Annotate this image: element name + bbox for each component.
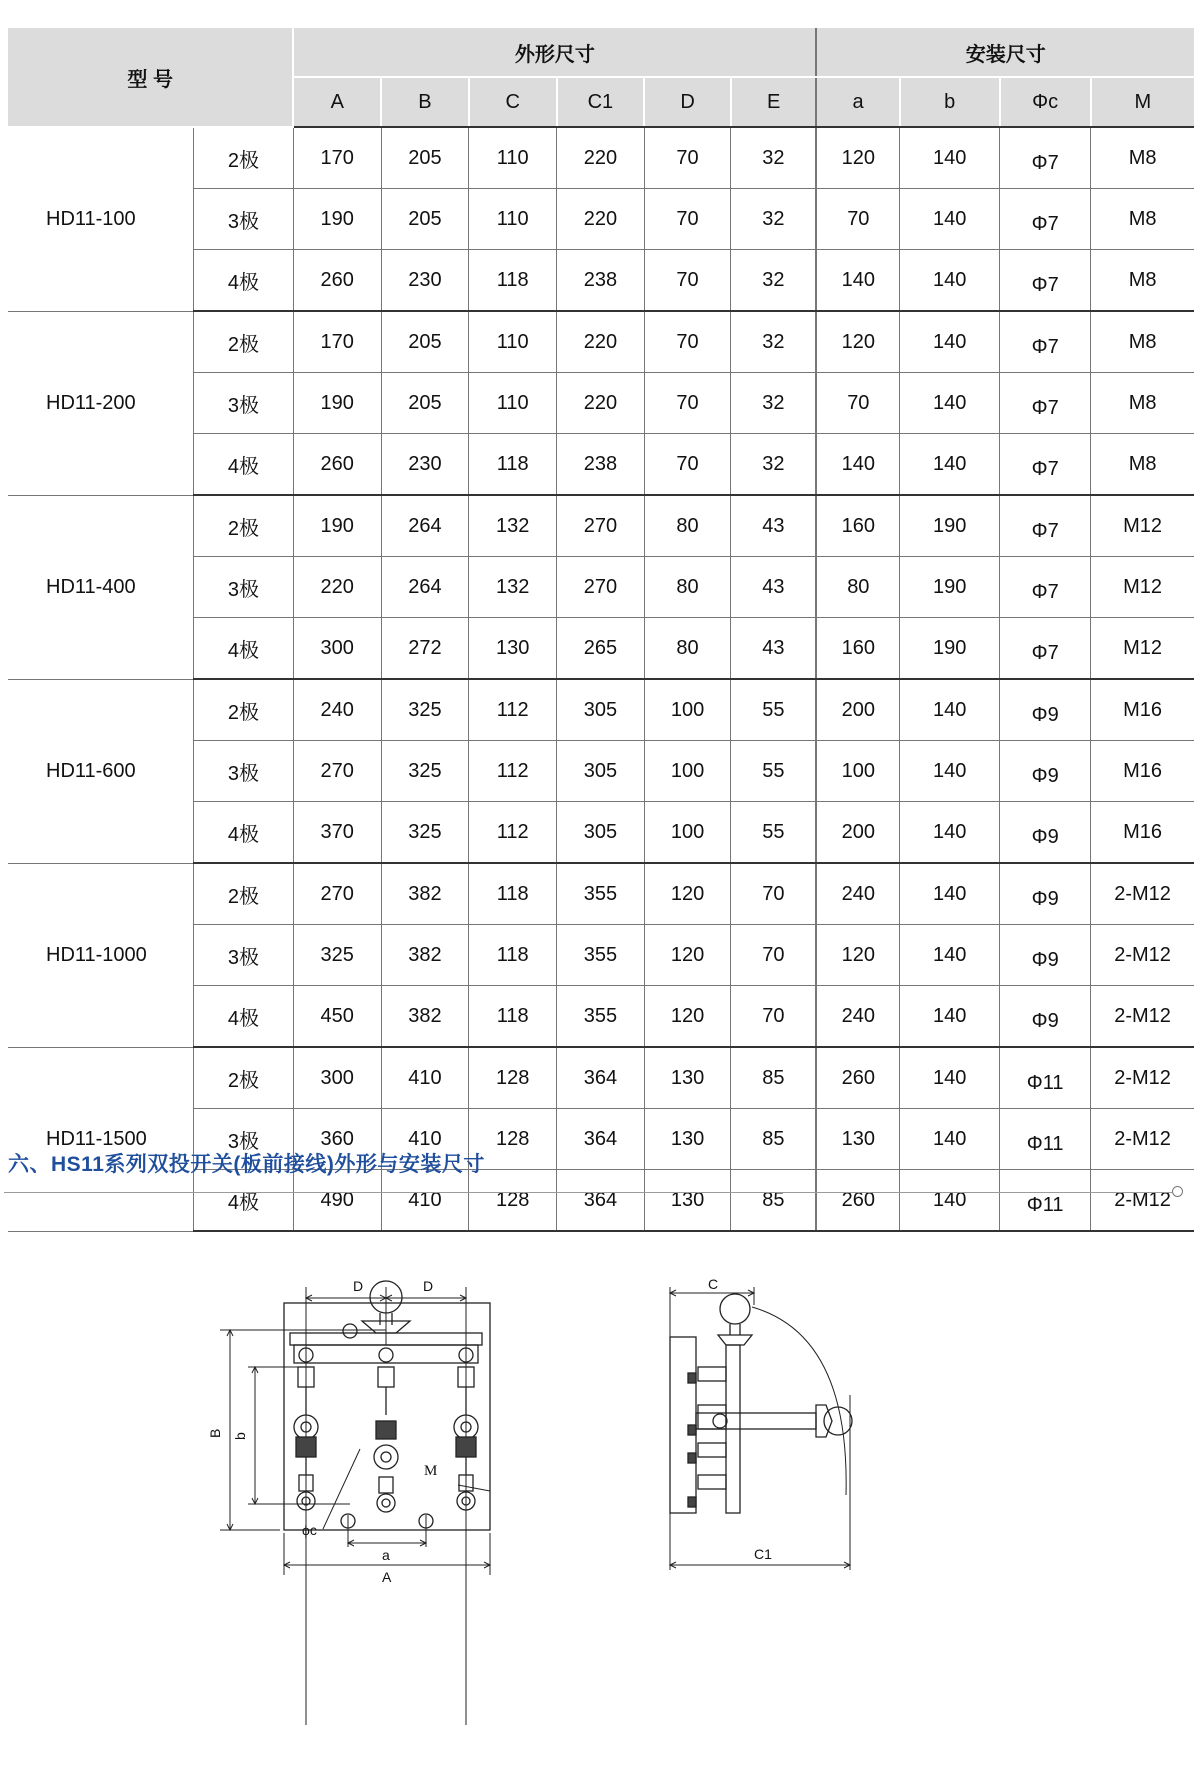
value-cell: 120 xyxy=(816,925,899,986)
value-cell: 112 xyxy=(469,741,557,802)
value-cell: 80 xyxy=(644,557,731,618)
value-cell: 270 xyxy=(557,557,645,618)
value-cell: Φ7 xyxy=(1000,495,1091,557)
value-cell: 410 xyxy=(381,1170,469,1232)
value-cell: 140 xyxy=(900,986,1000,1048)
column-header-1: A xyxy=(293,77,381,127)
front-dimension-lines xyxy=(220,1287,490,1725)
value-cell: M8 xyxy=(1091,373,1194,434)
value-cell: 200 xyxy=(816,802,899,864)
table-row xyxy=(8,679,1194,741)
value-cell: 190 xyxy=(293,495,381,557)
value-cell: 272 xyxy=(381,618,469,680)
value-cell: 55 xyxy=(731,802,817,864)
value-cell: 140 xyxy=(900,679,1000,741)
pole-cell: 3极 xyxy=(193,1109,293,1170)
value-cell: Φ7 xyxy=(1000,127,1091,189)
pole-cell: 4极 xyxy=(193,1170,293,1232)
value-cell: 364 xyxy=(557,1170,645,1232)
value-cell: 110 xyxy=(469,189,557,250)
value-cell: M16 xyxy=(1091,679,1194,741)
value-cell: 85 xyxy=(731,1170,817,1232)
column-header-5: D xyxy=(644,77,731,127)
model-cell: HD11-1500 xyxy=(8,1047,193,1231)
value-cell: 32 xyxy=(731,250,817,312)
value-cell: 2-M12 xyxy=(1091,1170,1194,1232)
value-cell: 85 xyxy=(731,1047,817,1109)
value-cell: 128 xyxy=(469,1170,557,1232)
value-cell: 355 xyxy=(557,925,645,986)
value-cell: 305 xyxy=(557,741,645,802)
value-cell: 2-M12 xyxy=(1091,925,1194,986)
value-cell: 360 xyxy=(293,1109,381,1170)
value-cell: 2-M12 xyxy=(1091,1109,1194,1170)
pole-cell: 2极 xyxy=(193,311,293,373)
value-cell: 264 xyxy=(381,557,469,618)
value-cell: 140 xyxy=(900,311,1000,373)
section-divider xyxy=(4,1192,1172,1193)
model-header: 型 号 xyxy=(8,28,293,127)
value-cell: 70 xyxy=(816,373,899,434)
table-row xyxy=(8,127,1194,189)
side-bolts xyxy=(688,1373,696,1507)
spec-table-body xyxy=(8,127,1194,1231)
value-cell: 205 xyxy=(381,189,469,250)
value-cell: 382 xyxy=(381,986,469,1048)
value-cell: M8 xyxy=(1091,311,1194,373)
value-cell: 238 xyxy=(557,250,645,312)
value-cell: 220 xyxy=(557,127,645,189)
column-header-10: M xyxy=(1091,77,1194,127)
pole-middle xyxy=(374,1348,398,1512)
value-cell: 70 xyxy=(644,127,731,189)
value-cell: 190 xyxy=(293,373,381,434)
value-cell: 220 xyxy=(557,373,645,434)
value-cell: 325 xyxy=(381,741,469,802)
value-cell: 70 xyxy=(644,311,731,373)
value-cell: M8 xyxy=(1091,434,1194,496)
value-cell: 32 xyxy=(731,373,817,434)
value-cell: M16 xyxy=(1091,802,1194,864)
model-cell: HD11-200 xyxy=(8,311,193,495)
value-cell: 140 xyxy=(900,1109,1000,1170)
value-cell: 382 xyxy=(381,863,469,925)
value-cell: 140 xyxy=(900,434,1000,496)
value-cell: 70 xyxy=(731,863,817,925)
value-cell: 200 xyxy=(816,679,899,741)
value-cell: 170 xyxy=(293,311,381,373)
value-cell: 238 xyxy=(557,434,645,496)
value-cell: 70 xyxy=(816,189,899,250)
value-cell: 85 xyxy=(731,1109,817,1170)
value-cell: 205 xyxy=(381,127,469,189)
pole-cell: 4极 xyxy=(193,250,293,312)
value-cell: 260 xyxy=(816,1170,899,1232)
value-cell: 120 xyxy=(644,925,731,986)
value-cell: Φ7 xyxy=(1000,189,1091,250)
pole-cell: 2极 xyxy=(193,863,293,925)
dim-label-B: B xyxy=(207,1428,223,1438)
column-header-2: B xyxy=(381,77,469,127)
value-cell: 382 xyxy=(381,925,469,986)
value-cell: 130 xyxy=(816,1109,899,1170)
value-cell: 110 xyxy=(469,311,557,373)
value-cell: 80 xyxy=(644,495,731,557)
side-handle-open xyxy=(696,1405,852,1437)
value-cell: Φ9 xyxy=(1000,925,1091,986)
value-cell: 240 xyxy=(816,986,899,1048)
column-header-8: b xyxy=(900,77,1000,127)
table-row xyxy=(8,863,1194,925)
table-row xyxy=(8,311,1194,373)
value-cell: Φ9 xyxy=(1000,986,1091,1048)
value-cell: 120 xyxy=(644,863,731,925)
value-cell: 355 xyxy=(557,863,645,925)
value-cell: 140 xyxy=(900,863,1000,925)
dim-label-a: a xyxy=(382,1547,390,1563)
value-cell: 300 xyxy=(293,618,381,680)
value-cell: 118 xyxy=(469,434,557,496)
value-cell: 370 xyxy=(293,802,381,864)
value-cell: 140 xyxy=(900,925,1000,986)
value-cell: 230 xyxy=(381,434,469,496)
value-cell: 118 xyxy=(469,250,557,312)
value-cell: 70 xyxy=(644,373,731,434)
value-cell: 190 xyxy=(293,189,381,250)
value-cell: 55 xyxy=(731,679,817,741)
value-cell: 305 xyxy=(557,802,645,864)
value-cell: 128 xyxy=(469,1109,557,1170)
pole-cell: 4极 xyxy=(193,618,293,680)
value-cell: M8 xyxy=(1091,127,1194,189)
value-cell: 32 xyxy=(731,189,817,250)
column-header-3: C xyxy=(469,77,557,127)
value-cell: 220 xyxy=(557,311,645,373)
value-cell: 190 xyxy=(900,618,1000,680)
value-cell: 220 xyxy=(557,189,645,250)
value-cell: 55 xyxy=(731,741,817,802)
pole-cell: 2极 xyxy=(193,1047,293,1109)
pole-cell: 3极 xyxy=(193,189,293,250)
value-cell: Φ9 xyxy=(1000,741,1091,802)
value-cell: 260 xyxy=(293,250,381,312)
value-cell: 32 xyxy=(731,127,817,189)
value-cell: 264 xyxy=(381,495,469,557)
value-cell: Φ9 xyxy=(1000,802,1091,864)
value-cell: 140 xyxy=(900,373,1000,434)
value-cell: 364 xyxy=(557,1109,645,1170)
value-cell: 190 xyxy=(900,557,1000,618)
value-cell: 110 xyxy=(469,127,557,189)
value-cell: 70 xyxy=(644,250,731,312)
value-cell: 270 xyxy=(293,741,381,802)
pole-cell: 3极 xyxy=(193,557,293,618)
pole-cell: 4极 xyxy=(193,802,293,864)
value-cell: 132 xyxy=(469,557,557,618)
value-cell: 128 xyxy=(469,1047,557,1109)
value-cell: 170 xyxy=(293,127,381,189)
value-cell: 118 xyxy=(469,925,557,986)
value-cell: 260 xyxy=(816,1047,899,1109)
value-cell: Φ7 xyxy=(1000,557,1091,618)
table-row xyxy=(8,1047,1194,1109)
pole-cell: 2极 xyxy=(193,495,293,557)
value-cell: M8 xyxy=(1091,189,1194,250)
table-row xyxy=(8,495,1194,557)
value-cell: 70 xyxy=(731,986,817,1048)
value-cell: 43 xyxy=(731,557,817,618)
value-cell: 325 xyxy=(381,802,469,864)
value-cell: 100 xyxy=(644,802,731,864)
value-cell: 140 xyxy=(816,434,899,496)
installation-dimensions-header: 安装尺寸 xyxy=(816,28,1194,77)
section-title: 六、HS11系列双投开关(板前接线)外形与安装尺寸 xyxy=(8,1153,485,1176)
value-cell: 43 xyxy=(731,495,817,557)
column-header-9: Φc xyxy=(1000,77,1091,127)
side-view-drawing xyxy=(660,1275,920,1775)
value-cell: 2-M12 xyxy=(1091,986,1194,1048)
value-cell: 160 xyxy=(816,495,899,557)
model-cell: HD11-1000 xyxy=(8,863,193,1047)
value-cell: Φ7 xyxy=(1000,373,1091,434)
value-cell: Φ11 xyxy=(1000,1170,1091,1232)
pole-cell: 3极 xyxy=(193,741,293,802)
value-cell: 230 xyxy=(381,250,469,312)
value-cell: Φ9 xyxy=(1000,863,1091,925)
value-cell: 2-M12 xyxy=(1091,863,1194,925)
pole-cell: 4极 xyxy=(193,986,293,1048)
value-cell: 240 xyxy=(293,679,381,741)
value-cell: 355 xyxy=(557,986,645,1048)
dim-label-A: A xyxy=(382,1569,392,1585)
value-cell: 140 xyxy=(900,189,1000,250)
value-cell: 70 xyxy=(731,925,817,986)
value-cell: 140 xyxy=(900,802,1000,864)
value-cell: Φ9 xyxy=(1000,679,1091,741)
model-cell: HD11-600 xyxy=(8,679,193,863)
outline-dimensions-header: 外形尺寸 xyxy=(293,28,816,77)
value-cell: 32 xyxy=(731,311,817,373)
value-cell: 43 xyxy=(731,618,817,680)
value-cell: 130 xyxy=(469,618,557,680)
value-cell: 120 xyxy=(644,986,731,1048)
dim-label-D-left: D xyxy=(353,1278,364,1294)
value-cell: Φ7 xyxy=(1000,250,1091,312)
front-view-drawing xyxy=(207,1275,580,1775)
value-cell: 118 xyxy=(469,863,557,925)
side-handle-closed xyxy=(698,1294,752,1513)
value-cell: 100 xyxy=(816,741,899,802)
value-cell: 130 xyxy=(644,1170,731,1232)
value-cell: 325 xyxy=(381,679,469,741)
value-cell: 325 xyxy=(293,925,381,986)
value-cell: 140 xyxy=(900,127,1000,189)
mounting-holes xyxy=(341,1514,433,1528)
value-cell: 270 xyxy=(557,495,645,557)
value-cell: 70 xyxy=(644,189,731,250)
pole-cell: 4极 xyxy=(193,434,293,496)
pole-cell: 3极 xyxy=(193,373,293,434)
value-cell: 100 xyxy=(644,679,731,741)
value-cell: Φ7 xyxy=(1000,434,1091,496)
value-cell: 490 xyxy=(293,1170,381,1232)
value-cell: 140 xyxy=(816,250,899,312)
column-header-6: E xyxy=(731,77,817,127)
dim-label-M: M xyxy=(424,1463,438,1479)
value-cell: M16 xyxy=(1091,741,1194,802)
value-cell: 32 xyxy=(731,434,817,496)
value-cell: 2-M12 xyxy=(1091,1047,1194,1109)
value-cell: 120 xyxy=(816,127,899,189)
value-cell: 112 xyxy=(469,802,557,864)
model-cell: HD11-100 xyxy=(8,127,193,311)
dim-label-phic: ϕc xyxy=(302,1522,317,1538)
model-cell: HD11-400 xyxy=(8,495,193,679)
value-cell: 70 xyxy=(644,434,731,496)
handle-swing-arc xyxy=(752,1307,846,1495)
value-cell: 118 xyxy=(469,986,557,1048)
dim-label-C1: C1 xyxy=(754,1546,772,1562)
value-cell: 305 xyxy=(557,679,645,741)
value-cell: 140 xyxy=(900,1170,1000,1232)
value-cell: 205 xyxy=(381,373,469,434)
dim-label-C: C xyxy=(708,1276,719,1292)
value-cell: 205 xyxy=(381,311,469,373)
column-header-4: C1 xyxy=(557,77,645,127)
value-cell: 410 xyxy=(381,1109,469,1170)
value-cell: 410 xyxy=(381,1047,469,1109)
value-cell: 120 xyxy=(816,311,899,373)
value-cell: M12 xyxy=(1091,618,1194,680)
divider-end-circle xyxy=(1172,1186,1183,1197)
dim-label-b: b xyxy=(232,1432,248,1440)
dim-label-D-right: D xyxy=(423,1278,434,1294)
value-cell: M12 xyxy=(1091,495,1194,557)
value-cell: 220 xyxy=(293,557,381,618)
value-cell: 140 xyxy=(900,1047,1000,1109)
value-cell: Φ7 xyxy=(1000,311,1091,373)
value-cell: 130 xyxy=(644,1047,731,1109)
value-cell: 270 xyxy=(293,863,381,925)
value-cell: 240 xyxy=(816,863,899,925)
value-cell: Φ11 xyxy=(1000,1109,1091,1170)
value-cell: 110 xyxy=(469,373,557,434)
value-cell: M8 xyxy=(1091,250,1194,312)
value-cell: Φ7 xyxy=(1000,618,1091,680)
value-cell: 132 xyxy=(469,495,557,557)
value-cell: 190 xyxy=(900,495,1000,557)
value-cell: 140 xyxy=(900,250,1000,312)
value-cell: 130 xyxy=(644,1109,731,1170)
value-cell: M12 xyxy=(1091,557,1194,618)
column-header-7: a xyxy=(816,77,899,127)
value-cell: 112 xyxy=(469,679,557,741)
value-cell: 80 xyxy=(816,557,899,618)
value-cell: 160 xyxy=(816,618,899,680)
value-cell: 450 xyxy=(293,986,381,1048)
pole-cell: 3极 xyxy=(193,925,293,986)
pole-cell: 2极 xyxy=(193,127,293,189)
value-cell: 80 xyxy=(644,618,731,680)
value-cell: Φ11 xyxy=(1000,1047,1091,1109)
value-cell: 364 xyxy=(557,1047,645,1109)
value-cell: 260 xyxy=(293,434,381,496)
pole-cell: 2极 xyxy=(193,679,293,741)
value-cell: 265 xyxy=(557,618,645,680)
value-cell: 100 xyxy=(644,741,731,802)
value-cell: 140 xyxy=(900,741,1000,802)
spec-table xyxy=(8,28,1194,1232)
value-cell: 300 xyxy=(293,1047,381,1109)
